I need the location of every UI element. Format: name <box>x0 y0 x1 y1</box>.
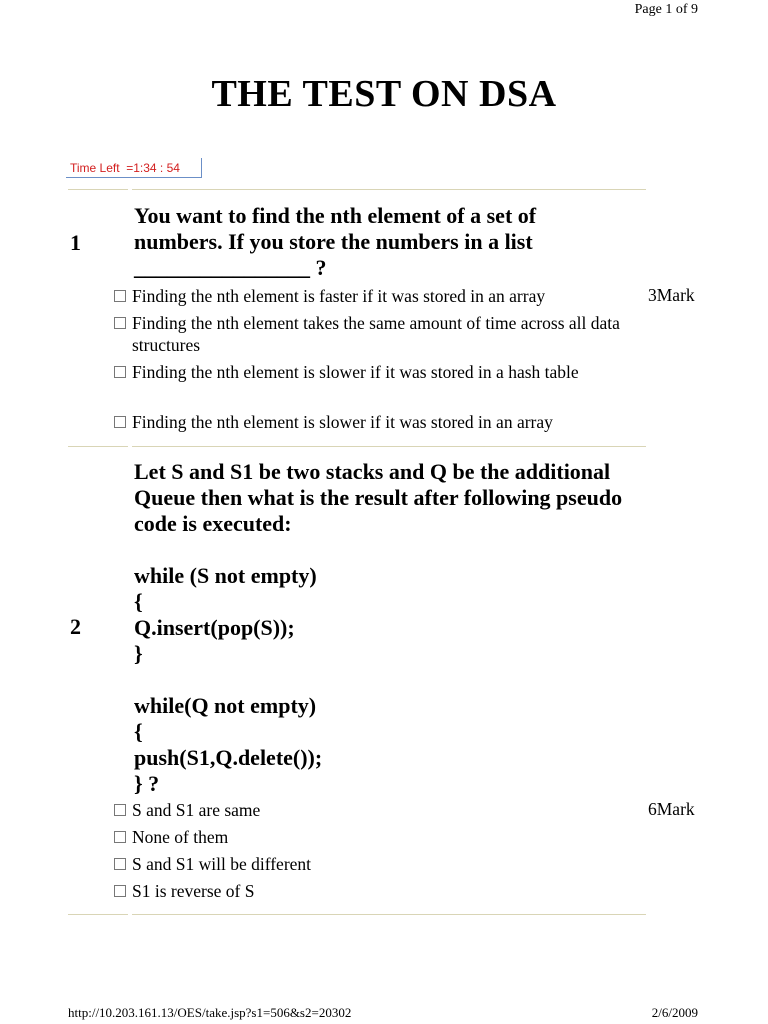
answer-option[interactable] <box>114 799 644 821</box>
answer-checkbox[interactable] <box>114 416 126 428</box>
answer-checkbox[interactable] <box>114 804 126 816</box>
question-text-line: You want to find the nth element of a set of <box>134 203 537 228</box>
answer-option[interactable] <box>114 853 644 875</box>
question-text-line: } <box>134 641 143 666</box>
question-number: 1 <box>70 230 81 255</box>
question-number: 2 <box>70 614 81 639</box>
answer-option-label: Finding the nth element is slower if it was stored in a hash table <box>132 362 579 382</box>
answer-option[interactable] <box>114 285 644 307</box>
answer-checkbox[interactable] <box>114 885 126 897</box>
divider <box>132 189 646 190</box>
question-text-line <box>134 667 654 693</box>
answer-option[interactable] <box>114 361 614 383</box>
answer-checkbox[interactable] <box>114 290 126 302</box>
answer-option[interactable] <box>114 880 644 902</box>
question-text-line: } ? <box>134 771 160 796</box>
answer-option-label: Finding the nth element takes the same amount of time across all data structures <box>132 313 620 355</box>
question-text-line: Queue then what is the result after following pseudo <box>134 485 623 510</box>
question-text-line <box>134 537 654 563</box>
answer-option[interactable] <box>114 312 634 356</box>
answer-option[interactable] <box>114 826 644 848</box>
footer-date: 2/6/2009 <box>651 1005 698 1020</box>
footer-url: http://10.203.161.13/OES/take.jsp?s1=506&s2=20302 <box>68 1005 352 1020</box>
question-mark-value: 3Mark <box>648 285 695 305</box>
answer-option[interactable] <box>114 411 644 433</box>
question-text-line: while(Q not empty) <box>134 693 317 718</box>
answer-checkbox[interactable] <box>114 366 126 378</box>
question-text-line: numbers. If you store the numbers in a list <box>134 229 533 254</box>
question-text-line: while (S not empty) <box>134 563 317 588</box>
question-text-line: push(S1,Q.delete()); <box>134 745 323 770</box>
page-title: THE TEST ON DSA <box>211 73 557 115</box>
divider <box>68 914 128 915</box>
divider <box>68 189 128 190</box>
question-text <box>134 459 654 797</box>
question-text-line: { <box>134 719 143 744</box>
question-text-line: Q.insert(pop(S)); <box>134 615 295 640</box>
question-text-line: ________________ ? <box>134 255 327 280</box>
answer-option-label: Finding the nth element is faster if it was stored in an array <box>132 286 546 306</box>
answer-checkbox[interactable] <box>114 831 126 843</box>
divider <box>132 914 646 915</box>
answer-option-label: S and S1 are same <box>132 800 261 820</box>
answer-option-label: S and S1 will be different <box>132 854 312 874</box>
question-text-line: code is executed: <box>134 511 292 536</box>
divider <box>132 446 646 447</box>
question-mark-value: 6Mark <box>648 799 695 819</box>
time-left-timer: Time Left =1:34 : 54 <box>66 158 202 178</box>
answer-option-label: None of them <box>132 827 229 847</box>
answer-checkbox[interactable] <box>114 858 126 870</box>
answer-option-label: Finding the nth element is slower if it was stored in an array <box>132 412 553 432</box>
question-text-line: Let S and S1 be two stacks and Q be the additional <box>134 459 611 484</box>
page-indicator: Page 1 of 9 <box>634 2 698 17</box>
question-text-line: { <box>134 589 143 614</box>
answer-option-label: S1 is reverse of S <box>132 881 255 901</box>
divider <box>68 446 128 447</box>
answer-checkbox[interactable] <box>114 317 126 329</box>
question-text <box>134 203 654 281</box>
